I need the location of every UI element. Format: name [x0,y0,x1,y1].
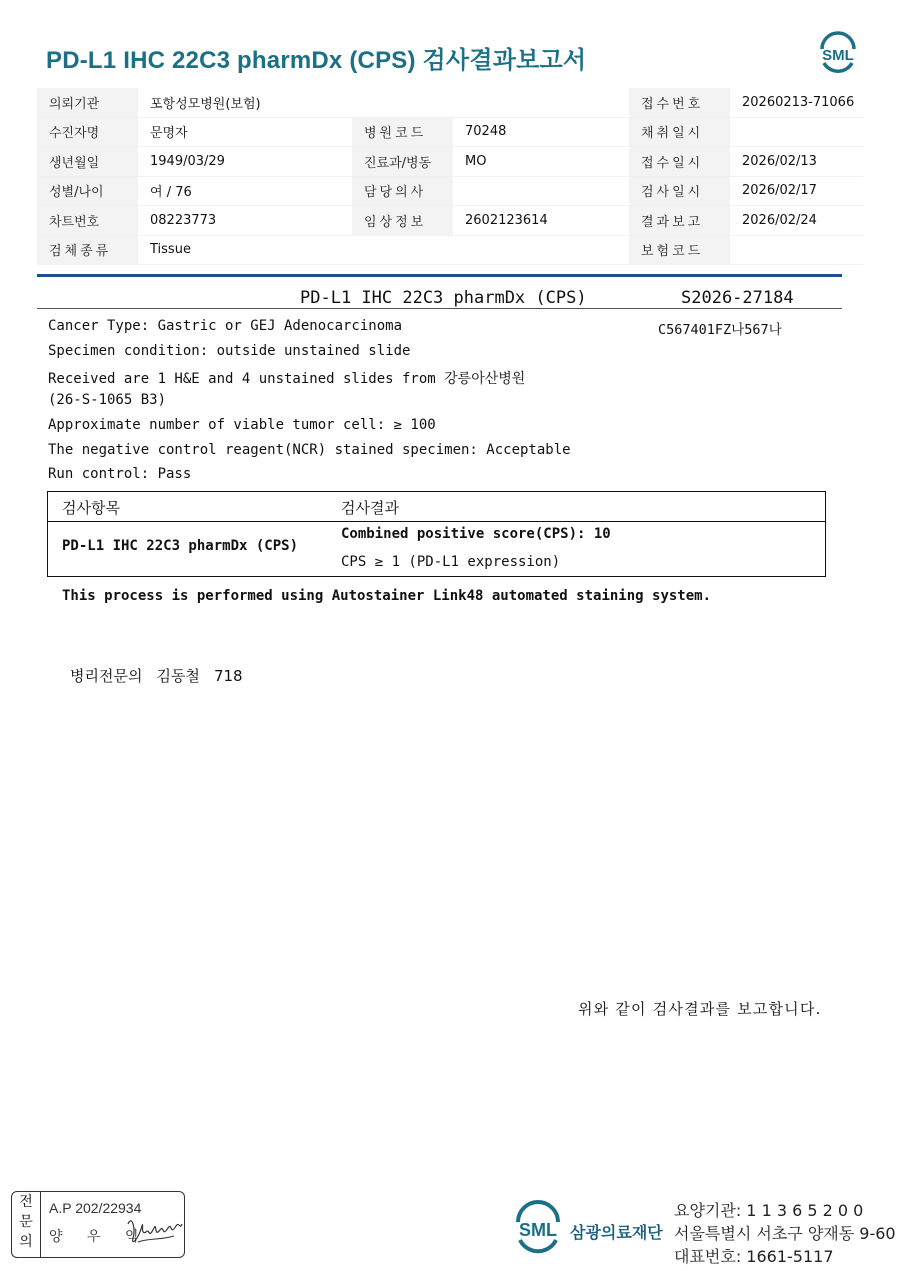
receipt-no-label: 접수번호 [629,88,730,117]
report-line: Received are 1 H&E and 4 unstained slides from 강릉아산병원 [48,371,526,387]
info-row [37,176,863,206]
collection-date-value [730,117,863,147]
doctor-value [453,176,629,206]
results-header [48,492,825,522]
birth-date-label: 생년월일 [37,147,138,177]
results-table [47,491,826,577]
page-title: PD-L1 IHC 22C3 pharmDx (CPS) 검사결과보고서 [46,47,587,74]
col-item-header: 검사항목 [62,499,120,517]
closing-statement: 위와 같이 검사결과를 보고합니다. [578,1000,822,1018]
patient-name-value: 문명자 [138,117,352,147]
info-row [37,117,863,147]
svg-text:SML: SML [519,1220,557,1240]
report-title: PD-L1 IHC 22C3 pharmDx (CPS) [300,288,587,308]
receipt-no-value: 20260213-71066 [730,88,863,117]
pathologist-no: 718 [213,667,243,685]
specimen-type-label: 검체종류 [37,235,138,265]
requesting-institution-label: 의뢰기관 [37,88,138,117]
report-line: Specimen condition: outside unstained slide [48,343,411,359]
report-line: Approximate number of viable tumor cell: ≥ 100 [48,417,436,433]
stamp-name: 양 우 익 [49,1229,149,1245]
test-date-value: 2026/02/17 [730,176,863,206]
pathologist-name: 김동철 [156,667,200,685]
stamp-side-char: 문 [19,1214,33,1230]
stamp-side-label [12,1192,41,1257]
result-main: Combined positive score(CPS): 10 [341,526,611,542]
signature-icon [124,1210,184,1250]
pathologist [70,665,257,686]
test-date-label: 검사일시 [629,176,730,206]
title-underline [37,308,842,309]
birth-date-value: 1949/03/29 [138,147,352,177]
requesting-institution-value: 포항성모병원(보험) [138,88,352,117]
chart-no-label: 차트번호 [37,206,138,236]
stamp-side-char: 의 [19,1234,33,1250]
insurance-code-value [730,235,863,265]
report-number: S2026-27184 [681,288,794,308]
sml-logo-icon [815,30,861,76]
specialist-stamp [11,1191,185,1258]
clinical-info-label: 임상정보 [352,206,453,236]
report-date-label: 결과보고 [629,206,730,236]
sml-footer-logo [510,1200,566,1260]
stamp-license: A.P 202/22934 [49,1200,142,1216]
collection-date-label: 채취일시 [629,117,730,147]
stamp-side-char: 전 [19,1194,33,1210]
sml-logo [815,30,861,80]
specimen-code: C567401FZ나567나 [658,322,782,338]
phone-number: 대표번호: 1661-5117 [674,1247,834,1266]
sml-logo-icon [510,1200,566,1256]
info-row [37,206,863,236]
report-date-value: 2026/02/24 [730,206,863,236]
hospital-code-label: 병원코드 [352,117,453,147]
receipt-date-value: 2026/02/13 [730,147,863,177]
report-line: The negative control reagent(NCR) stained specimen: Acceptable [48,442,571,458]
clinical-info-value: 2602123614 [453,206,629,236]
report-line: (26-S-1065 B3) [48,392,167,408]
department-value: MO [453,147,629,177]
pathologist-title: 병리전문의 [70,667,143,685]
process-note: This process is performed using Autostainer Link48 automated staining system. [62,588,712,604]
col-result-header: 검사결과 [341,499,399,517]
svg-text:SML: SML [822,47,854,64]
result-sub: CPS ≥ 1 (PD-L1 expression) [341,554,561,570]
section-divider [37,274,842,277]
specimen-type-value: Tissue [138,235,352,265]
info-row [37,235,863,265]
patient-name-label: 수진자명 [37,117,138,147]
care-institution-code: 요양기관: 1 1 3 6 5 2 0 0 [674,1201,864,1220]
doctor-label: 담당의사 [352,176,453,206]
info-row [37,147,863,177]
info-row [37,88,863,117]
report-line: Cancer Type: Gastric or GEJ Adenocarcinoma [48,318,403,334]
hospital-code-value: 70248 [453,117,629,147]
chart-no-value: 08223773 [138,206,352,236]
report-line: Run control: Pass [48,466,192,482]
insurance-code-label: 보험코드 [629,235,730,265]
sex-age-label: 성별/나이 [37,176,138,206]
test-item: PD-L1 IHC 22C3 pharmDx (CPS) [62,538,299,554]
address: 서울특별시 서초구 양재동 9-60 [674,1224,896,1243]
patient-info-table [37,88,863,265]
organization-name: 삼광의료재단 [570,1223,663,1242]
receipt-date-label: 접수일시 [629,147,730,177]
department-label: 진료과/병동 [352,147,453,177]
sex-age-value: 여 / 76 [138,176,352,206]
